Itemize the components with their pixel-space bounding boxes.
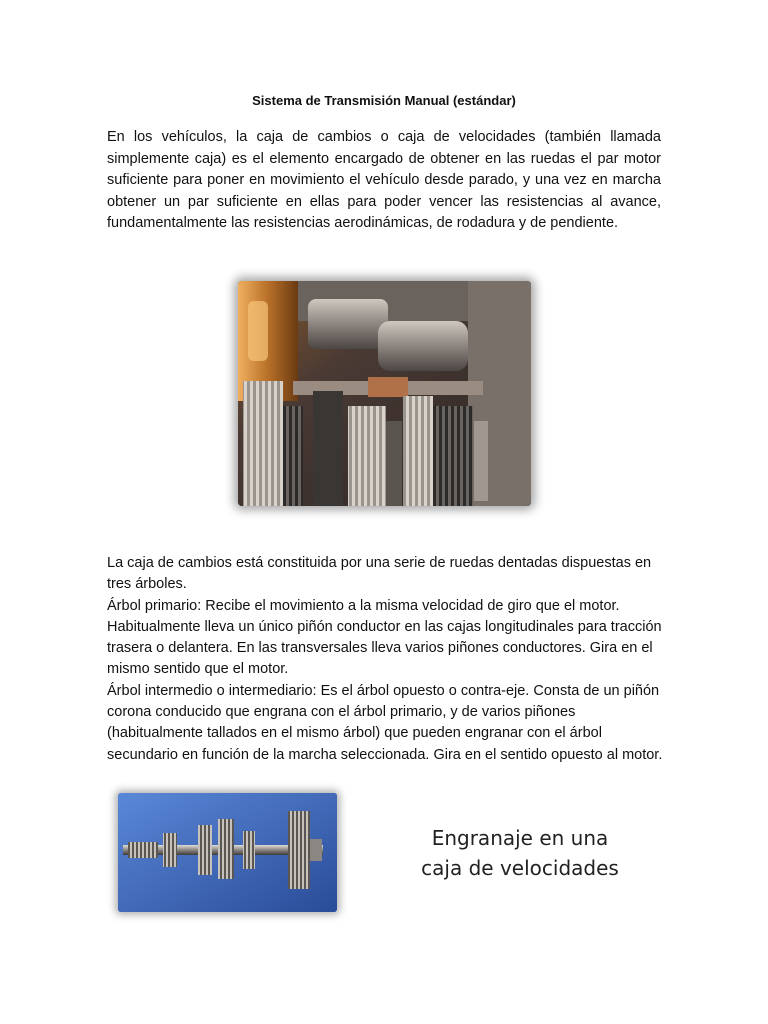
body-paragraph: Árbol intermedio o intermediario: Es el árbol opuesto o contra-eje. Consta de un piñón corona conducido que engrana con el árbol primario, y de varios piñones (habitualmente tallados en el mismo árbol) que pueden engranar con el árbol secundario en función de la marcha seleccionada. Gira en el sentido opuesto al motor. (107, 682, 663, 763)
body-text (107, 553, 667, 766)
image-caption (390, 823, 650, 883)
shaft-photo (118, 793, 337, 912)
caption-line: Engranaje en una (431, 826, 609, 850)
page-title: Sistema de Transmisión Manual (estándar) (252, 93, 516, 108)
caption-line: caja de velocidades (421, 856, 619, 880)
gearbox-photo (238, 281, 531, 506)
shaft-illustration (118, 793, 337, 912)
body-paragraph: La caja de cambios está constituida por una serie de ruedas dentadas dispuestas en tres árboles. (107, 555, 652, 593)
body-paragraph: Árbol primario: Recibe el movimiento a la misma velocidad de giro que el motor. Habitualmente lleva un único piñón conductor en las cajas longitudinales para tracción trasera o delantera. En las transversales lleva varios piñones conductores. Gira en el mismo sentido que el motor. (107, 597, 662, 678)
intro-paragraph: En los vehículos, la caja de cambios o caja de velocidades (también llamada simplemente caja) es el elemento encargado de obtener en las ruedas el par motor suficiente para poner en movimiento el vehículo desde parado, y una vez en marcha obtener un par suficiente en ellas para poder vencer las resistencias al avance, fundamentalmente las resistencias aerodinámicas, de rodadura y de pendiente. (107, 129, 661, 232)
gearbox-illustration (238, 281, 531, 506)
